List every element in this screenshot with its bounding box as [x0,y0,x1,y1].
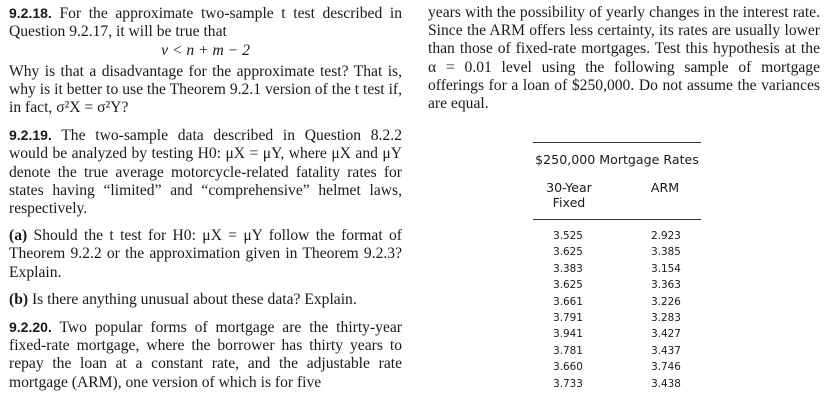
question-9-2-18-body: Why is that a disadvantage for the approximate test? That is, why is it better to use the Theorem 9.2.1 version of the t test if, in fact, σ²X = σ²Y? [9,62,402,117]
fixed-rate-cell: 3.661 [553,295,583,308]
table-body [533,220,701,392]
arm-rate-cell: 3.427 [651,328,681,341]
arm-rate-cell: 3.226 [651,295,681,308]
arm-rate-cell: 3.385 [651,246,681,259]
table-row [533,343,701,359]
table-row [533,228,701,244]
table-row [533,261,701,277]
part-text: Is there anything unusual about these data? Explain. [31,290,357,308]
inequality-equation: ν < n + m − 2 [161,42,250,60]
question-9-2-20 [9,318,402,392]
fixed-rate-cell: 3.660 [553,361,583,374]
table-row [533,244,701,260]
table-row [533,310,701,326]
column-header-arm: ARM [650,180,680,195]
fixed-rate-cell: 3.383 [553,262,583,275]
table-row [533,326,701,342]
fixed-rate-cell: 3.781 [553,344,583,357]
part-a [9,227,402,282]
right-column [428,4,820,113]
part-b [9,291,402,309]
table-title: $250,000 Mortgage Rates [535,152,699,167]
arm-rate-cell: 3.438 [651,377,681,390]
arm-rate-cell: 3.437 [651,344,681,357]
table-header [533,175,701,219]
question-9-2-18 [9,4,402,41]
fixed-rate-cell: 3.941 [553,328,583,341]
question-9-2-20-continued: years with the possibility of yearly changes in the interest rate. Since the ARM offers less certainty, its rates are usually lower than those of fixed-rate mortgages. Test this hypothesis at the α = 0.01 level using the following sample of mortgage offerings for a loan of $250,000. Do not assume the variances are equal. [428,4,820,113]
question-text: Two popular forms of mortgage are the thirty-year fixed-rate mortgage, where the borrower has thirty years to repay the loan at a constant rate, and the adjustable rate mortgage (ARM), one version of which is for five [9,319,402,391]
arm-rate-cell: 3.283 [651,311,681,324]
arm-rate-cell: 3.154 [651,262,681,275]
question-number: 9.2.19. [9,127,52,144]
table-row [533,277,701,293]
question-number: 9.2.18. [9,5,52,21]
question-text: The two-sample data described in Question 8.2.2 would be analyzed by testing H0: μX = μY, where μX and μY denote the true average motorcycle-related fatality rates for states having “limited” and “comprehensive” helmet laws, respectively. [9,127,402,218]
arm-rate-cell: 3.746 [651,361,681,374]
arm-rate-cell: 3.363 [651,279,681,292]
fixed-rate-cell: 3.525 [553,230,583,242]
arm-rate-cell: 2.923 [651,230,681,242]
fixed-rate-cell: 3.791 [553,311,583,324]
table-row [533,359,701,375]
left-column [9,4,402,392]
fixed-rate-cell: 3.625 [553,279,583,292]
part-text: Should the t test for H0: μX = μY follow the format of Theorem 9.2.2 or the approximation given in Theorem 9.2.3? Explain. [9,227,402,281]
part-label: (a) [9,227,28,245]
part-label: (b) [9,290,29,308]
mortgage-rates-table [533,142,701,392]
fixed-rate-cell: 3.625 [553,246,583,259]
question-number: 9.2.20. [9,319,52,336]
table-row [533,294,701,310]
question-text: For the approximate two-sample t test described in Question 9.2.17, it will be true that [9,5,403,41]
fixed-rate-cell: 3.733 [553,377,583,390]
question-9-2-19 [9,126,402,218]
table-row [533,376,701,392]
column-header-fixed: 30-Year Fixed [546,180,592,210]
